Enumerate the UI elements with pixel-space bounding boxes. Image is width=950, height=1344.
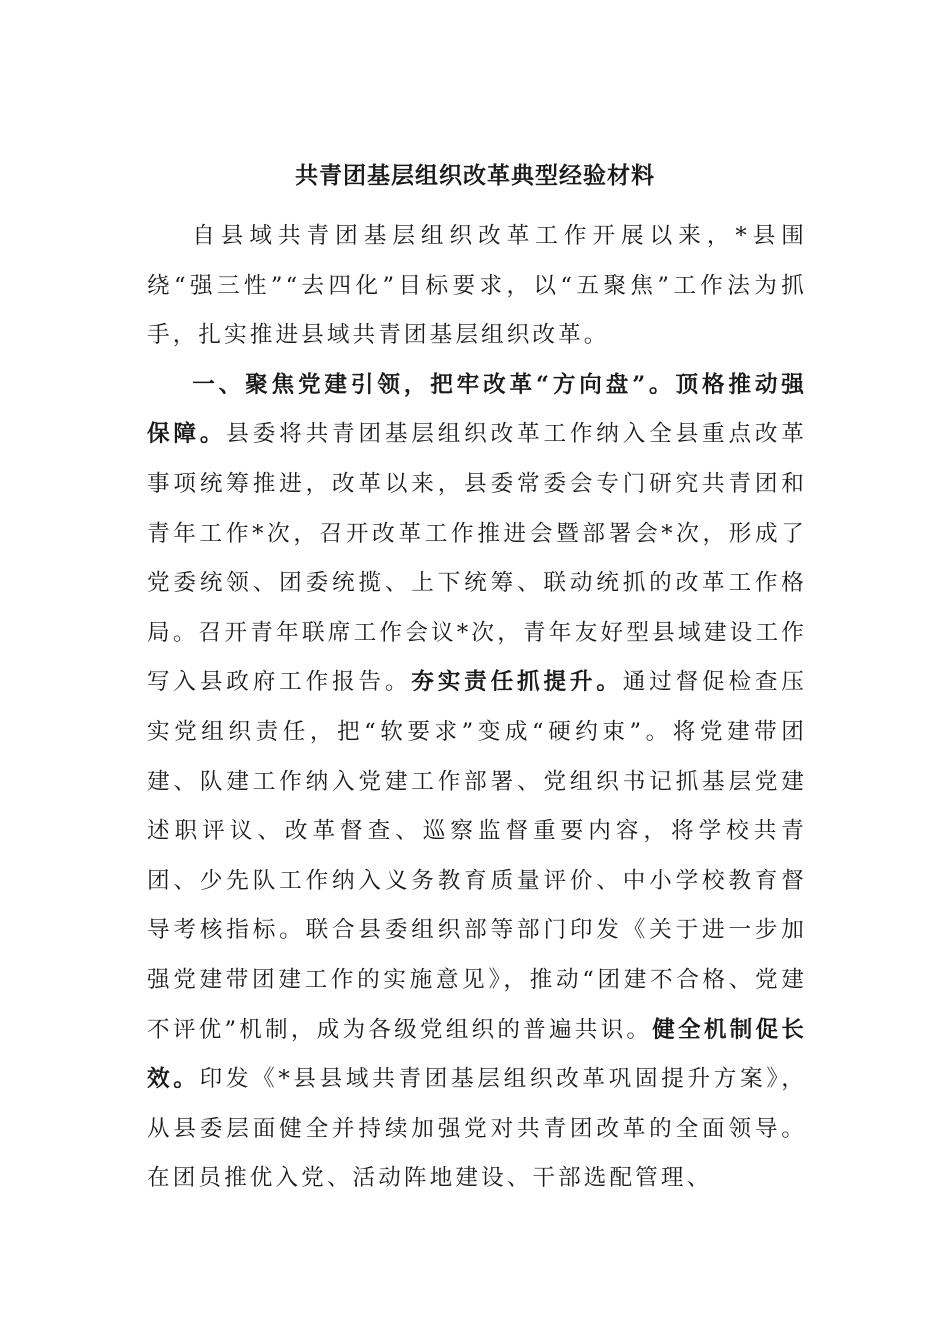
sub1-title: 顶格推动强保障。	[147, 371, 807, 448]
document-title: 共青团基层组织改革典型经验材料	[295, 162, 655, 189]
document-body	[147, 212, 807, 1204]
sub3-title: 健全机制促长效。	[147, 1016, 807, 1093]
sub2-title: 夯实责任抓提升。	[411, 669, 623, 696]
intro-paragraph: 自县域共青团基层组织改革工作开展以来，*县围绕“强三性”“去四化”目标要求，以“五聚焦”工作法为抓手，扎实推进县域共青团基层组织改革。	[147, 223, 807, 349]
sub3-text: 印发《*县县域共青团基层组织改革巩固提升方案》，从县委层面健全并持续加强党对共青团改革的全面领导。在团员推优入党、活动阵地建设、干部选配管理、	[147, 1066, 807, 1192]
sub1-text: 县委将共青团基层组织改革工作纳入全县重点改革事项统筹推进，改革以来，县委常委会专门研究共青团和青年工作*次，召开改革工作推进会暨部署会*次，形成了党委统领、团委统揽、上下统筹、联动统抓的改革工作格局。召开青年联席工作会议*次，青年友好型县域建设工作写入县政府工作报告。	[147, 421, 807, 696]
sub2-text: 通过督促检查压实党组织责任，把“软要求”变成“硬约束”。将党建带团建、队建工作纳入党建工作部署、党组织书记抓基层党建述职评议、改革督查、巡察监督重要内容，将学校共青团、少先队工作纳入义务教育质量评价、中小学校教育督导考核指标。联合县委组织部等部门印发《关于进一步加强党建带团建工作的实施意见》，推动“团建不合格、党建不评优”机制，成为各级党组织的普遍共识。	[147, 669, 808, 1043]
section1-paragraph	[147, 361, 807, 1204]
section1-heading: 一、聚焦党建引领，把牢改革“方向盘”。	[192, 371, 676, 398]
